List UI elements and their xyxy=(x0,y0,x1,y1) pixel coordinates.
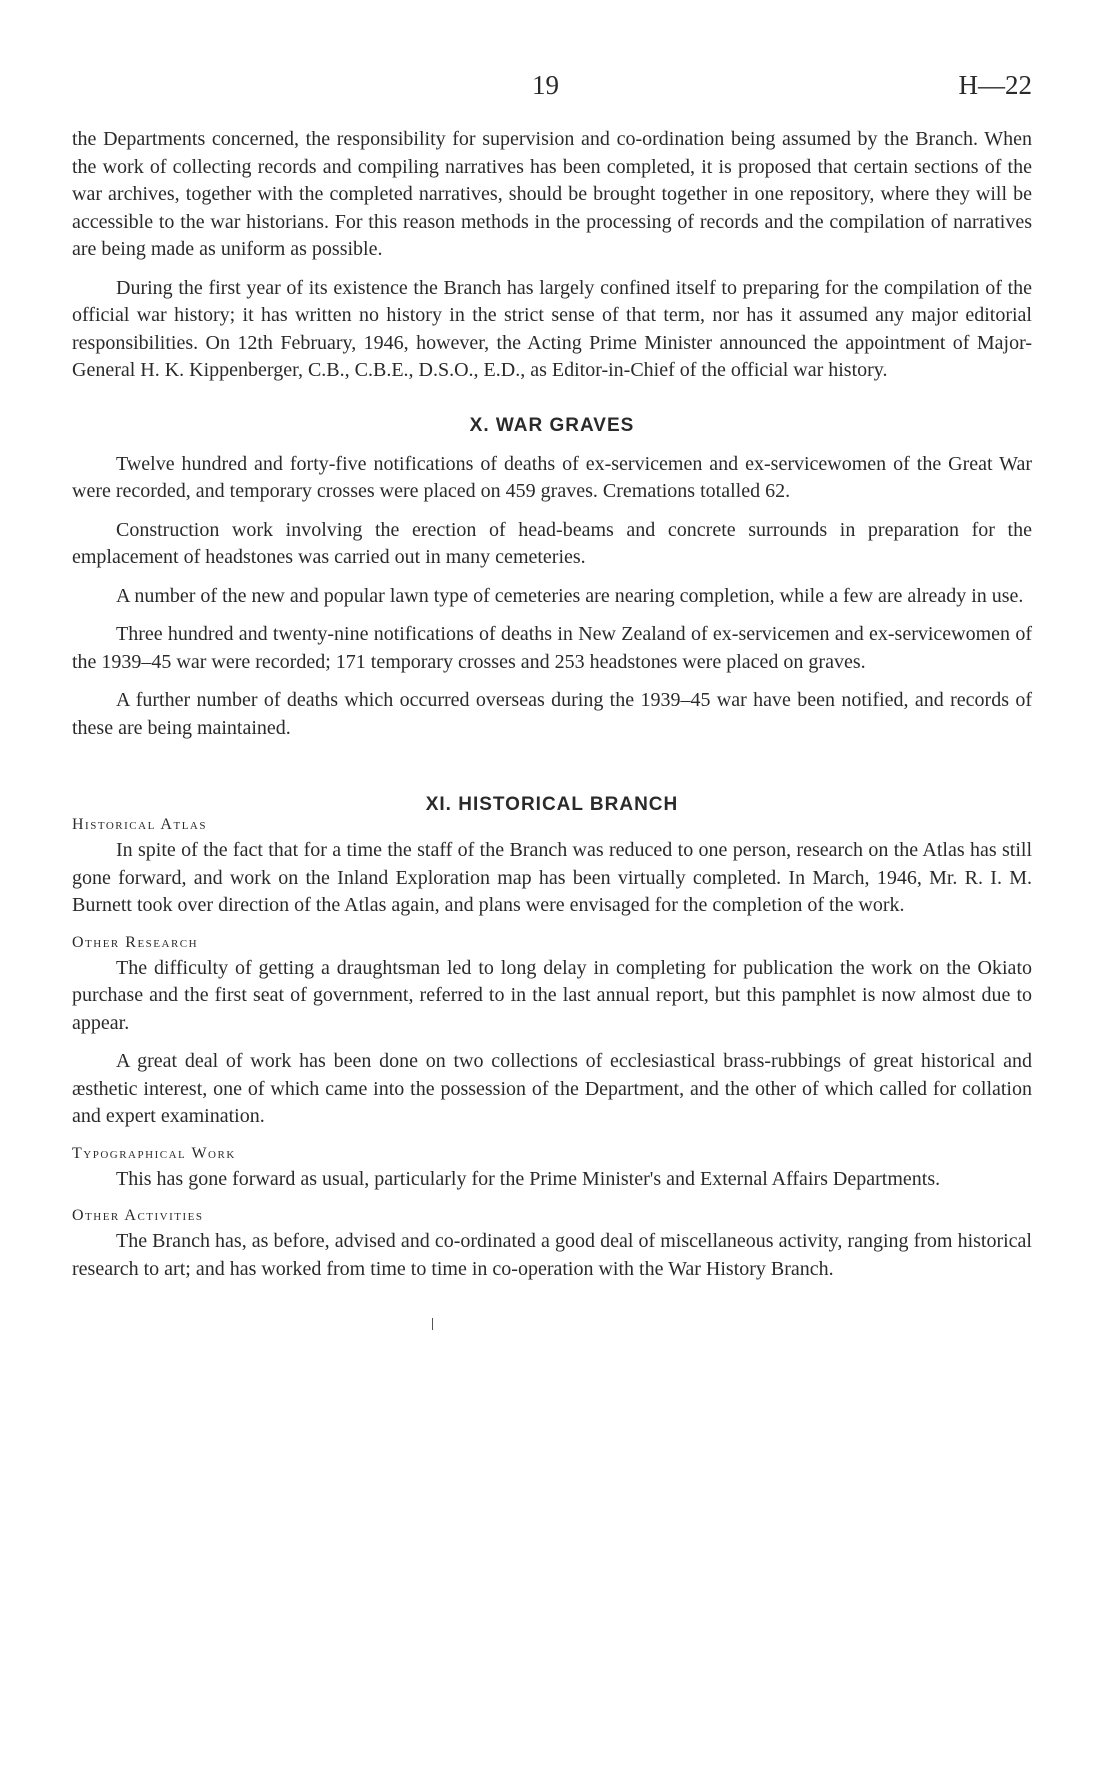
atlas-paragraph: In spite of the fact that for a time the staff of the Branch was reduced to one person, research on the Atlas has still gone forward, and work on the Inland Exploration map has been virtually completed. In March, 1946, Mr. R. I. M. Burnett took over direction of the Atlas again, and plans were envisaged for the completion of the work. xyxy=(72,839,1032,916)
intro-paragraph: During the first year of its existence the Branch has largely confined itself to preparing for the compilation of the official war history; it has written no history in the strict sense of that term, nor has it assumed any major editorial responsibilities. On 12th February, 1946, however, the Acting Prime Minister announced the appointment of Major-General H. K. Kippenberger, C.B., C.B.E., D.S.O., E.D., as Editor-in-Chief of the official war history. xyxy=(72,276,1032,381)
typographical-paragraph: This has gone forward as usual, particularly for the Prime Minister's and External Affairs Departments. xyxy=(116,1167,941,1190)
intro-section xyxy=(72,126,1032,385)
research-paragraph: The difficulty of getting a draughtsman led to long delay in completing for publication the work on the Okiato purchase and the first seat of government, referred to in the last annual report, but this pamphlet is now almost due to appear. xyxy=(72,956,1032,1034)
war-graves-paragraph: Construction work involving the erection of head-beams and concrete surrounds in preparation for the emplacement of headstones was carried out in many cemeteries. xyxy=(72,518,1032,568)
subheading-other-research: Other Research xyxy=(72,933,199,951)
war-graves-paragraph: A further number of deaths which occurred overseas during the 1939–45 war have been notified, and records of these are being maintained. xyxy=(72,689,1032,739)
section-heading-war-graves: X. WAR GRAVES xyxy=(469,414,635,436)
subheading-historical-atlas: Historical Atlas xyxy=(72,816,207,833)
subheading-typographical-work: Typographical Work xyxy=(72,1144,236,1162)
activities-paragraph: The Branch has, as before, advised and co-ordinated a good deal of miscellaneous activity, ranging from historical research to art; and has worked from time to time in co-operation with the War History Branch. xyxy=(72,1230,1032,1280)
printer-mark xyxy=(432,1318,433,1330)
war-graves-section xyxy=(72,415,1032,743)
historical-branch-section xyxy=(72,794,1032,1283)
intro-paragraph: the Departments concerned, the responsibility for supervision and co-ordination being assumed by the Branch. When the work of collecting records and compiling narratives has been completed, it is proposed that certain sections of the war archives, together with the completed narratives, should be brought together in one repository, where they will be accessible to the war historians. For this reason methods in the processing of records and the compilation of narratives are being made as uniform as possible. xyxy=(72,128,1032,260)
war-graves-paragraph: A number of the new and popular lawn type of cemeteries are nearing completion, while a few are already in use. xyxy=(116,584,1024,607)
section-heading-historical-branch: XI. HISTORICAL BRANCH xyxy=(425,794,679,815)
research-paragraph: A great deal of work has been done on two collections of ecclesiastical brass-rubbings of great historical and æsthetic interest, one of which came into the possession of the Department, and the other of which called for collation and expert examination. xyxy=(72,1050,1032,1127)
war-graves-paragraph: Twelve hundred and forty-five notifications of deaths of ex-servicemen and ex-servicewomen of the Great War were recorded, and temporary crosses were placed on 459 graves. Cremations totalled 62. xyxy=(72,452,1032,502)
document-page xyxy=(72,70,1032,1294)
subheading-other-activities: Other Activities xyxy=(72,1207,204,1224)
document-reference: H—22 xyxy=(958,70,1032,100)
page-number: 19 xyxy=(532,70,559,100)
war-graves-paragraph: Three hundred and twenty-nine notifications of deaths in New Zealand of ex-servicemen and ex-servicewomen of the 1939–45 war were recorded; 171 temporary crosses and 253 headstones were placed on graves. xyxy=(72,623,1032,673)
page-header xyxy=(72,70,1032,104)
